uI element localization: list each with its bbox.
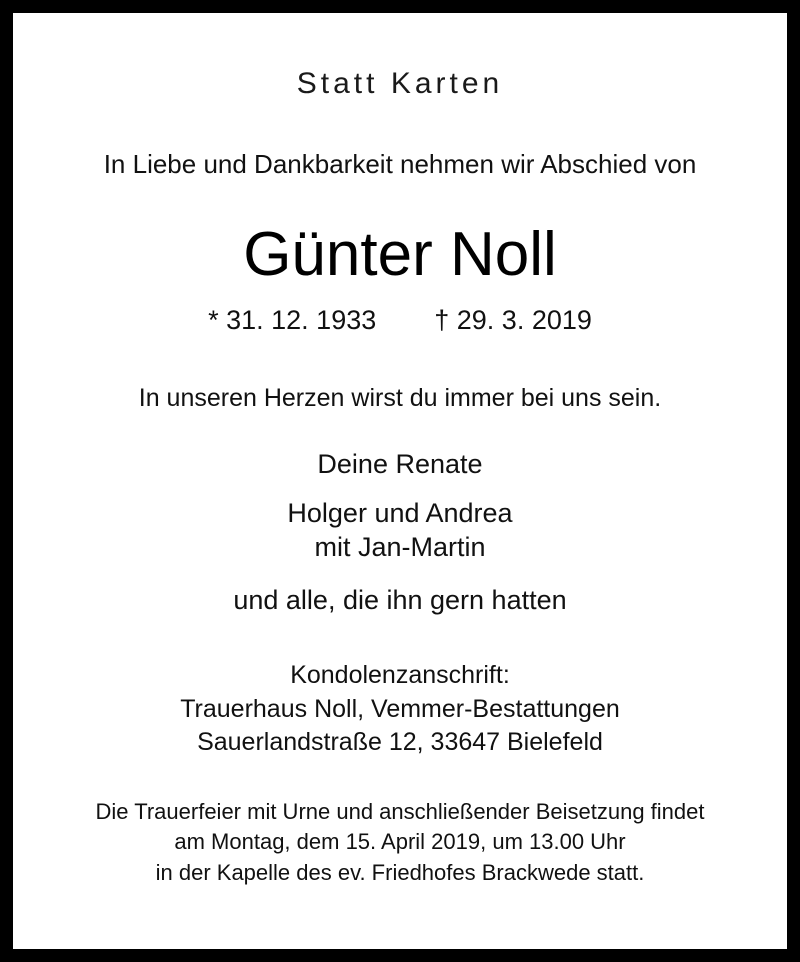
mourners-list bbox=[233, 447, 566, 617]
memorial-verse: In unseren Herzen wirst du immer bei uns sein. bbox=[138, 384, 662, 413]
condolence-address bbox=[180, 659, 620, 759]
ceremony-details bbox=[96, 797, 705, 888]
address-line: Trauerhaus Noll, Vemmer-Bestattungen bbox=[180, 694, 620, 723]
mourner-line: mit Jan-Martin bbox=[314, 532, 486, 563]
death-date: † 29. 3. 2019 bbox=[434, 305, 592, 336]
ceremony-line: am Montag, dem 15. April 2019, um 13.00 Uhr bbox=[174, 829, 626, 855]
life-dates bbox=[208, 305, 592, 336]
ceremony-line: Die Trauerfeier mit Urne und anschließender Beisetzung findet bbox=[95, 799, 705, 825]
address-label: Kondolenzanschrift: bbox=[290, 661, 510, 690]
intro-text: In Liebe und Dankbarkeit nehmen wir Abschied von bbox=[103, 149, 697, 179]
card-heading: Statt Karten bbox=[296, 67, 504, 100]
address-line: Sauerlandstraße 12, 33647 Bielefeld bbox=[197, 727, 603, 756]
deceased-name: Günter Noll bbox=[243, 220, 557, 289]
mourner-line: Deine Renate bbox=[317, 449, 483, 480]
birth-date: * 31. 12. 1933 bbox=[208, 305, 377, 336]
mourner-line: Holger und Andrea bbox=[287, 497, 513, 528]
mourner-line: und alle, die ihn gern hatten bbox=[233, 584, 567, 615]
ceremony-line: in der Kapelle des ev. Friedhofes Brackwede statt. bbox=[155, 859, 645, 885]
